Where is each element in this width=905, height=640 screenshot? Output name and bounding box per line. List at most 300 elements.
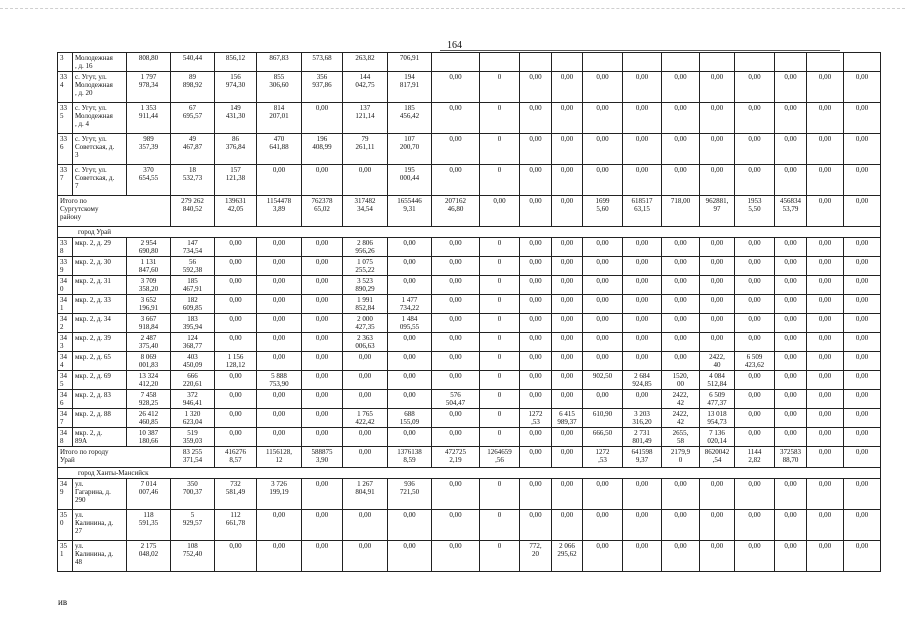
table-cell: 86 376,84: [215, 134, 257, 165]
table-cell: 0,00: [583, 276, 623, 295]
table-cell: 0,00: [662, 541, 700, 572]
table-cell: 808,80: [127, 53, 171, 72]
table-cell: 0,00: [520, 257, 552, 276]
table-cell: 0,00: [432, 238, 480, 257]
table-cell: 0,00: [623, 165, 662, 196]
row-number: 33 8: [58, 238, 73, 257]
table-cell: 8 069 001,83: [127, 352, 171, 371]
table-cell: 7 136 020,14: [700, 428, 735, 447]
table-cell: 2 806 956,26: [343, 238, 388, 257]
table-cell: 0,00: [552, 428, 583, 447]
table-cell: 0,00: [552, 72, 583, 103]
table-cell: 0,00: [807, 257, 844, 276]
table-cell: 0,00: [343, 447, 388, 468]
table-cell: 0,00: [583, 333, 623, 352]
table-cell: 0,00: [520, 333, 552, 352]
table-cell: 0,00: [520, 390, 552, 409]
table-cell: 0: [480, 314, 520, 333]
address-cell: мкр. 2, д. 29: [73, 238, 127, 257]
table-cell: 0,00: [257, 333, 302, 352]
table-cell: 0,00: [844, 479, 881, 510]
table-cell: 0,00: [552, 447, 583, 468]
table-cell: 0: [480, 238, 520, 257]
table-cell: 0,00: [257, 541, 302, 572]
table-cell: 0,00: [302, 238, 343, 257]
table-cell: 1 477 734,22: [388, 295, 432, 314]
table-row: [58, 72, 881, 103]
table-cell: [844, 53, 881, 72]
table-cell: 856,12: [215, 53, 257, 72]
table-cell: 0,00: [343, 510, 388, 541]
table-cell: 67 695,57: [171, 103, 215, 134]
table-cell: 0,00: [807, 390, 844, 409]
table-cell: 0,00: [388, 510, 432, 541]
table-cell: 0,00: [432, 352, 480, 371]
table-cell: 588875 3,90: [302, 447, 343, 468]
table-cell: 0,00: [700, 134, 735, 165]
table-cell: 1 267 804,91: [343, 479, 388, 510]
table-cell: 0,00: [700, 541, 735, 572]
table-cell: 0,00: [520, 314, 552, 333]
table-cell: 0,00: [302, 371, 343, 390]
table-cell: 0,00: [552, 165, 583, 196]
table-cell: 0,00: [844, 371, 881, 390]
table-cell: 0,00: [807, 238, 844, 257]
table-cell: 0,00: [388, 352, 432, 371]
table-cell: 0,00: [257, 428, 302, 447]
row-number: 34 6: [58, 390, 73, 409]
table-cell: 0,00: [432, 541, 480, 572]
table-cell: 0,00: [662, 276, 700, 295]
table-cell: 0,00: [662, 103, 700, 134]
table-cell: 7 458 928,25: [127, 390, 171, 409]
table-cell: 0,00: [700, 257, 735, 276]
table-cell: 0,00: [662, 314, 700, 333]
row-number: 35 0: [58, 510, 73, 541]
table-cell: 144 042,75: [343, 72, 388, 103]
table-cell: 540,44: [171, 53, 215, 72]
total-row: [58, 196, 881, 227]
address-cell: мкр. 2, д. 69: [73, 371, 127, 390]
table-cell: 0,00: [432, 72, 480, 103]
table-cell: 0,00: [343, 165, 388, 196]
table-cell: 2 731 801,49: [623, 428, 662, 447]
table-cell: 56 592,38: [171, 257, 215, 276]
address-cell: мкр. 2, д. 65: [73, 352, 127, 371]
table-cell: 0,00: [700, 72, 735, 103]
table-cell: 2 684 924,85: [623, 371, 662, 390]
table-cell: 0,00: [775, 257, 807, 276]
table-row: [58, 390, 881, 409]
table-row: [58, 428, 881, 447]
table-cell: 0,00: [807, 352, 844, 371]
table-cell: 0,00: [520, 371, 552, 390]
table-cell: 732 581,49: [215, 479, 257, 510]
table-cell: 0,00: [583, 257, 623, 276]
table-cell: 0,00: [735, 371, 775, 390]
table-cell: 989 357,39: [127, 134, 171, 165]
table-cell: 1272 ,53: [520, 409, 552, 428]
table-row: [58, 314, 881, 333]
table-cell: 0,00: [432, 510, 480, 541]
table-cell: 0,00: [844, 409, 881, 428]
table-cell: 0,00: [775, 390, 807, 409]
table-cell: 0,00: [775, 510, 807, 541]
table-cell: 2 363 006,63: [343, 333, 388, 352]
table-cell: 279 262 840,52: [171, 196, 215, 227]
table-cell: 0,00: [552, 314, 583, 333]
table-cell: 156 974,30: [215, 72, 257, 103]
table-cell: 0,00: [552, 238, 583, 257]
table-cell: 2 066 295,62: [552, 541, 583, 572]
table-row: [58, 479, 881, 510]
table-cell: 0: [480, 510, 520, 541]
table-cell: 772, 20: [520, 541, 552, 572]
table-cell: 0,00: [735, 134, 775, 165]
row-number: 34 1: [58, 295, 73, 314]
table-cell: 0,00: [775, 295, 807, 314]
table-cell: 112 661,78: [215, 510, 257, 541]
table-cell: 0,00: [735, 409, 775, 428]
row-number: 34 0: [58, 276, 73, 295]
table-cell: 195 000,44: [388, 165, 432, 196]
table-cell: 2422, 40: [700, 352, 735, 371]
table-cell: 0,00: [662, 165, 700, 196]
table-cell: 356 937,86: [302, 72, 343, 103]
table-cell: 0,00: [775, 276, 807, 295]
table-cell: 118 591,35: [127, 510, 171, 541]
table-cell: 157 121,38: [215, 165, 257, 196]
table-cell: 0,00: [302, 165, 343, 196]
table-cell: 0,00: [662, 134, 700, 165]
table-cell: 0,00: [662, 257, 700, 276]
table-cell: 1 320 623,04: [171, 409, 215, 428]
address-cell: ул. Гагарина, д. 290: [73, 479, 127, 510]
table-cell: 0,00: [215, 333, 257, 352]
table-cell: 0,00: [215, 390, 257, 409]
table-cell: 1 765 422,42: [343, 409, 388, 428]
table-cell: 8620042 ,54: [700, 447, 735, 468]
table-cell: 0,00: [700, 479, 735, 510]
table-cell: 0,00: [302, 541, 343, 572]
table-cell: 0,00: [583, 510, 623, 541]
table-cell: 0,00: [302, 314, 343, 333]
table-cell: 107 200,70: [388, 134, 432, 165]
table-cell: 0,00: [552, 371, 583, 390]
table-cell: 0,00: [700, 314, 735, 333]
table-cell: 1520, 00: [662, 371, 700, 390]
table-cell: 0,00: [552, 479, 583, 510]
table-row: [58, 371, 881, 390]
row-number: 3: [58, 53, 73, 72]
table-cell: 1264659 ,56: [480, 447, 520, 468]
table-cell: 0,00: [623, 390, 662, 409]
table-cell: 1 156 128,12: [215, 352, 257, 371]
table-cell: 124 368,77: [171, 333, 215, 352]
table-cell: 0,00: [552, 390, 583, 409]
table-cell: 0,00: [844, 314, 881, 333]
row-number: 33 4: [58, 72, 73, 103]
table-cell: 0,00: [735, 103, 775, 134]
table-cell: 139631 42,05: [215, 196, 257, 227]
table-cell: 610,90: [583, 409, 623, 428]
table-cell: 5 929,57: [171, 510, 215, 541]
table-cell: 0,00: [432, 409, 480, 428]
table-cell: 149 431,30: [215, 103, 257, 134]
table-cell: 688 155,09: [388, 409, 432, 428]
table-cell: 6 415 989,37: [552, 409, 583, 428]
table-cell: 0,00: [623, 479, 662, 510]
table-cell: 573,68: [302, 53, 343, 72]
table-cell: 0,00: [583, 103, 623, 134]
row-number: 33 9: [58, 257, 73, 276]
table-cell: 0,00: [432, 333, 480, 352]
table-cell: 416276 8,57: [215, 447, 257, 468]
table-cell: 1 075 255,22: [343, 257, 388, 276]
table-cell: 1272 ,53: [583, 447, 623, 468]
table-cell: 0,00: [807, 333, 844, 352]
table-cell: 5 888 753,90: [257, 371, 302, 390]
table-cell: 0,00: [388, 390, 432, 409]
table-cell: 0,00: [700, 238, 735, 257]
table-cell: 902,50: [583, 371, 623, 390]
table-cell: 372 946,41: [171, 390, 215, 409]
table-cell: 0,00: [775, 72, 807, 103]
table-cell: 0,00: [583, 165, 623, 196]
table-cell: 0,00: [735, 510, 775, 541]
table-row: [58, 409, 881, 428]
table-cell: 0,00: [844, 510, 881, 541]
table-cell: 0,00: [215, 371, 257, 390]
table-cell: [735, 53, 775, 72]
table-cell: 263,82: [343, 53, 388, 72]
table-cell: 0,00: [520, 479, 552, 510]
table-cell: 0: [480, 541, 520, 572]
table-cell: 0: [480, 479, 520, 510]
table-cell: 0: [480, 295, 520, 314]
table-cell: 0,00: [775, 352, 807, 371]
table-cell: 0: [480, 72, 520, 103]
table-cell: 456834 53,79: [775, 196, 807, 227]
table-cell: 0,00: [623, 238, 662, 257]
table-cell: 0,00: [583, 390, 623, 409]
table-cell: 0,00: [775, 371, 807, 390]
table-cell: 0,00: [552, 257, 583, 276]
table-cell: 0,00: [552, 134, 583, 165]
table-cell: 0,00: [775, 479, 807, 510]
table-cell: 0,00: [343, 371, 388, 390]
address-cell: Молодежная , д. 16: [73, 53, 127, 72]
table-cell: 0,00: [735, 295, 775, 314]
table-cell: 0,00: [583, 479, 623, 510]
address-cell: мкр. 2, д. 89А: [73, 428, 127, 447]
table-cell: 185 456,42: [388, 103, 432, 134]
table-body: [58, 53, 881, 572]
table-cell: 0,00: [807, 276, 844, 295]
table-cell: 0,00: [844, 333, 881, 352]
table-cell: 0,00: [432, 428, 480, 447]
table-cell: 0,00: [257, 352, 302, 371]
table-cell: 2 954 690,80: [127, 238, 171, 257]
table-cell: 0,00: [583, 72, 623, 103]
table-cell: 0,00: [807, 541, 844, 572]
table-cell: 2422, 42: [662, 390, 700, 409]
table-cell: 0,00: [520, 103, 552, 134]
table-cell: 18 532,73: [171, 165, 215, 196]
table-cell: 0,00: [343, 390, 388, 409]
table-cell: 3 652 196,91: [127, 295, 171, 314]
table-cell: 1655446 9,31: [388, 196, 432, 227]
table-cell: 0,00: [343, 541, 388, 572]
table-cell: 0,00: [775, 134, 807, 165]
table-cell: 0,00: [302, 510, 343, 541]
table-cell: 0,00: [662, 333, 700, 352]
table-cell: [662, 53, 700, 72]
table-cell: 1 131 847,60: [127, 257, 171, 276]
table-row: [58, 276, 881, 295]
table-cell: 0,00: [623, 541, 662, 572]
table-cell: 0,00: [432, 103, 480, 134]
table-cell: 0,00: [302, 428, 343, 447]
table-cell: 0,00: [775, 314, 807, 333]
page-number: 164: [447, 40, 462, 51]
table-cell: 3 667 918,84: [127, 314, 171, 333]
table-cell: 0,00: [388, 541, 432, 572]
table-cell: 13 324 412,20: [127, 371, 171, 390]
table-cell: 1699 5,60: [583, 196, 623, 227]
table-cell: 0,00: [520, 196, 552, 227]
table-cell: 13 018 954,73: [700, 409, 735, 428]
table-cell: 0,00: [583, 314, 623, 333]
table-cell: 1154478 3,89: [257, 196, 302, 227]
table-cell: 108 752,40: [171, 541, 215, 572]
table-cell: 0,00: [388, 276, 432, 295]
header-rule: [440, 50, 840, 51]
table-cell: 0,00: [700, 103, 735, 134]
table-cell: 0,00: [662, 295, 700, 314]
table-cell: 0,00: [844, 165, 881, 196]
table-cell: 0,00: [432, 134, 480, 165]
table-cell: 1953 5,50: [735, 196, 775, 227]
address-cell: с. Угут, ул. Молодежная , д. 20: [73, 72, 127, 103]
table-cell: 1 797 978,34: [127, 72, 171, 103]
footer-mark: ив: [58, 597, 68, 607]
table-cell: 0,00: [302, 295, 343, 314]
table-cell: 0,00: [552, 276, 583, 295]
table-cell: 0: [480, 165, 520, 196]
table-row: [58, 295, 881, 314]
table-cell: 0,00: [735, 276, 775, 295]
table-cell: 0,00: [432, 371, 480, 390]
table-cell: 6 509 477,37: [700, 390, 735, 409]
table-cell: 936 721,50: [388, 479, 432, 510]
table-cell: 0,00: [775, 333, 807, 352]
table-cell: 0,00: [700, 295, 735, 314]
table-cell: 1144 2,82: [735, 447, 775, 468]
table-row: [58, 103, 881, 134]
table-cell: 0,00: [807, 409, 844, 428]
table-cell: 0,00: [215, 238, 257, 257]
table-cell: 0,00: [343, 352, 388, 371]
table-cell: 0: [480, 352, 520, 371]
address-cell: мкр. 2, д. 39: [73, 333, 127, 352]
table-cell: 0,00: [257, 314, 302, 333]
table-cell: 0: [480, 333, 520, 352]
table-cell: 0,00: [215, 295, 257, 314]
table-cell: 0,00: [583, 352, 623, 371]
table-cell: 0,00: [257, 409, 302, 428]
table-cell: 0,00: [844, 134, 881, 165]
table-cell: 0,00: [623, 257, 662, 276]
table-cell: 0,00: [844, 238, 881, 257]
table-cell: 0: [480, 103, 520, 134]
table-cell: 0,00: [623, 72, 662, 103]
renovation-cost-table: [57, 52, 881, 572]
row-number: 33 7: [58, 165, 73, 196]
total-row: [58, 447, 881, 468]
table-cell: 0,00: [388, 257, 432, 276]
table-cell: 0,00: [844, 352, 881, 371]
section-title: город Урай: [58, 227, 881, 238]
table-cell: 0,00: [735, 428, 775, 447]
address-cell: мкр. 2, д. 33: [73, 295, 127, 314]
table-cell: 147 734,54: [171, 238, 215, 257]
table-cell: 0,00: [215, 541, 257, 572]
table-cell: 0,00: [700, 276, 735, 295]
table-cell: 2 175 048,02: [127, 541, 171, 572]
table-cell: 0,00: [735, 333, 775, 352]
address-cell: мкр. 2, д. 83: [73, 390, 127, 409]
table-cell: 3 709 358,20: [127, 276, 171, 295]
table-cell: 0,00: [623, 510, 662, 541]
table-row: [58, 257, 881, 276]
table-cell: 1 484 095,55: [388, 314, 432, 333]
table-cell: 0,00: [844, 103, 881, 134]
table-cell: 0,00: [807, 103, 844, 134]
table-cell: 867,83: [257, 53, 302, 72]
address-cell: ул. Калинина, д. 27: [73, 510, 127, 541]
table-cell: 814 207,01: [257, 103, 302, 134]
table-cell: 0,00: [520, 72, 552, 103]
table-cell: 7 014 007,46: [127, 479, 171, 510]
section-row: [58, 227, 881, 238]
table-cell: 0,00: [583, 295, 623, 314]
table-cell: 1 991 852,84: [343, 295, 388, 314]
table-cell: [552, 53, 583, 72]
total-label: Итого по Сургутскому району: [58, 196, 171, 227]
table-cell: 79 261,11: [343, 134, 388, 165]
table-cell: 0,00: [807, 428, 844, 447]
table-cell: 0,00: [432, 276, 480, 295]
table-cell: 1 353 911,44: [127, 103, 171, 134]
table-cell: 317482 34,54: [343, 196, 388, 227]
table-cell: 0,00: [432, 257, 480, 276]
table-cell: 0,00: [662, 238, 700, 257]
table-cell: 519 359,03: [171, 428, 215, 447]
row-number: 35 1: [58, 541, 73, 572]
table-cell: 194 817,91: [388, 72, 432, 103]
table-cell: 0,00: [302, 276, 343, 295]
table-cell: 0,00: [302, 409, 343, 428]
table-cell: 0,00: [775, 165, 807, 196]
table-cell: 576 504,47: [432, 390, 480, 409]
table-cell: 0,00: [735, 390, 775, 409]
table-cell: 762378 65,02: [302, 196, 343, 227]
table-cell: [520, 53, 552, 72]
table-cell: 0,00: [302, 103, 343, 134]
table-cell: 0,00: [844, 541, 881, 572]
row-number: 34 2: [58, 314, 73, 333]
